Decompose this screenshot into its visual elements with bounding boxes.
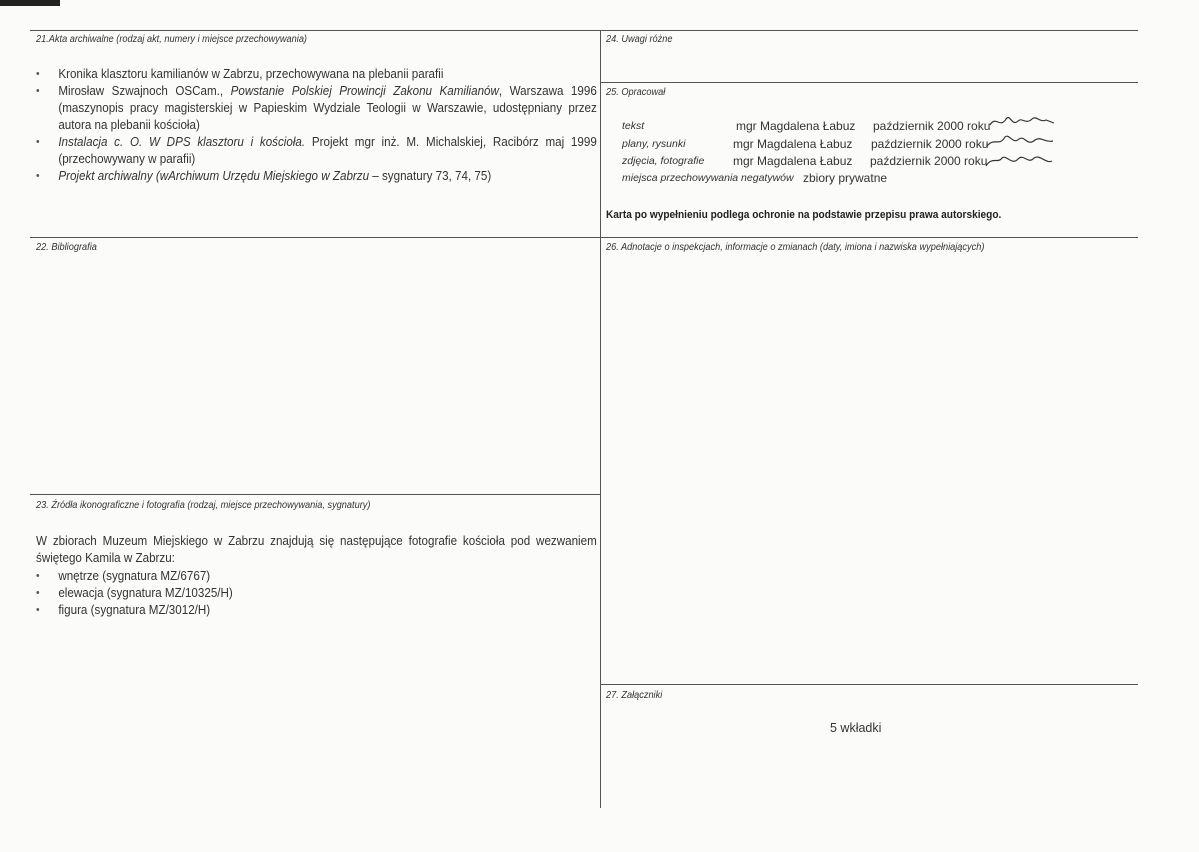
credit-date-text: październik 2000 roku bbox=[873, 119, 991, 133]
section-21-list bbox=[36, 66, 597, 185]
section-21-title: 21.Akta archiwalne (rodzaj akt, numery i miejsce przechowywania) bbox=[36, 34, 308, 45]
scan-edge-mark bbox=[0, 0, 60, 6]
credit-label-text: tekst bbox=[622, 120, 645, 132]
negatives-label: miejsca przechowywania negatywów bbox=[622, 172, 794, 184]
section-25-title: 25. Opracował bbox=[606, 87, 666, 98]
section-23-title: 23. Źródła ikonograficzne i fotografia (rodzaj, miejsce przechowywania, sygnatury) bbox=[36, 500, 371, 511]
credit-date-plans: październik 2000 roku bbox=[871, 137, 989, 151]
attachments-value: 5 wkładki bbox=[830, 721, 882, 735]
list-item: • Instalacja c. O. W DPS klasztoru i kościoła. Projekt mgr inż. M. Michalskiej, Racibórz maj 1999 (przechowywany w parafii) bbox=[36, 134, 597, 168]
credit-date-photos: październik 2000 roku bbox=[870, 154, 988, 168]
credit-label-plans: plany, rysunki bbox=[622, 138, 686, 150]
list-item: • Mirosław Szwajnoch OSCam., Powstanie Polskiej Prowincji Zakonu Kamilianów, Warszawa 1996 (maszynopis pracy magisterskiej w Papieskim Wydziale Teologii w Warszawie, udostępniany przez autora na plebanii kościoła) bbox=[36, 83, 597, 134]
center-column-rule bbox=[600, 30, 601, 808]
signature-image bbox=[988, 111, 1058, 131]
negatives-value: zbiory prywatne bbox=[803, 171, 888, 185]
list-item: • figura (sygnatura MZ/3012/H) bbox=[36, 602, 557, 619]
divider-22-23 bbox=[30, 494, 600, 495]
signature-image bbox=[984, 150, 1054, 170]
list-item: • elewacja (sygnatura MZ/10325/H) bbox=[36, 585, 557, 602]
section-23-list bbox=[36, 568, 557, 619]
list-item: • wnętrze (sygnatura MZ/6767) bbox=[36, 568, 557, 585]
section-26-title: 26. Adnotacje o inspekcjach, informacje o zmianach (daty, imiona i nazwiska wypełniających) bbox=[606, 242, 985, 253]
section-23-intro: W zbiorach Muzeum Miejskiego w Zabrzu znajdują się następujące fotografie kościoła pod wezwaniem świętego Kamila w Zabrzu: bbox=[36, 534, 597, 565]
divider-row-1 bbox=[30, 237, 1138, 238]
divider-26-27 bbox=[600, 684, 1138, 685]
top-rule bbox=[30, 30, 1138, 31]
section-24-title: 24. Uwagi różne bbox=[606, 34, 673, 45]
credit-name-plans: mgr Magdalena Łabuz bbox=[733, 137, 853, 151]
signature-image bbox=[985, 131, 1055, 151]
section-27-title: 27. Załączniki bbox=[606, 690, 663, 701]
divider-24-25 bbox=[600, 82, 1138, 83]
section-22-title: 22. Bibliografia bbox=[36, 242, 97, 253]
list-item: • Kronika klasztoru kamilianów w Zabrzu, przechowywana na plebanii parafii bbox=[36, 66, 597, 83]
list-item: • Projekt archiwalny (wArchiwum Urzędu Miejskiego w Zabrzu – sygnatury 73, 74, 75) bbox=[36, 168, 597, 185]
credit-label-photos: zdjęcia, fotografie bbox=[622, 155, 705, 167]
credit-name-photos: mgr Magdalena Łabuz bbox=[733, 154, 853, 168]
copyright-note: Karta po wypełnieniu podlega ochronie na podstawie przepisu prawa autorskiego. bbox=[606, 209, 1002, 221]
credit-name-text: mgr Magdalena Łabuz bbox=[736, 119, 856, 133]
